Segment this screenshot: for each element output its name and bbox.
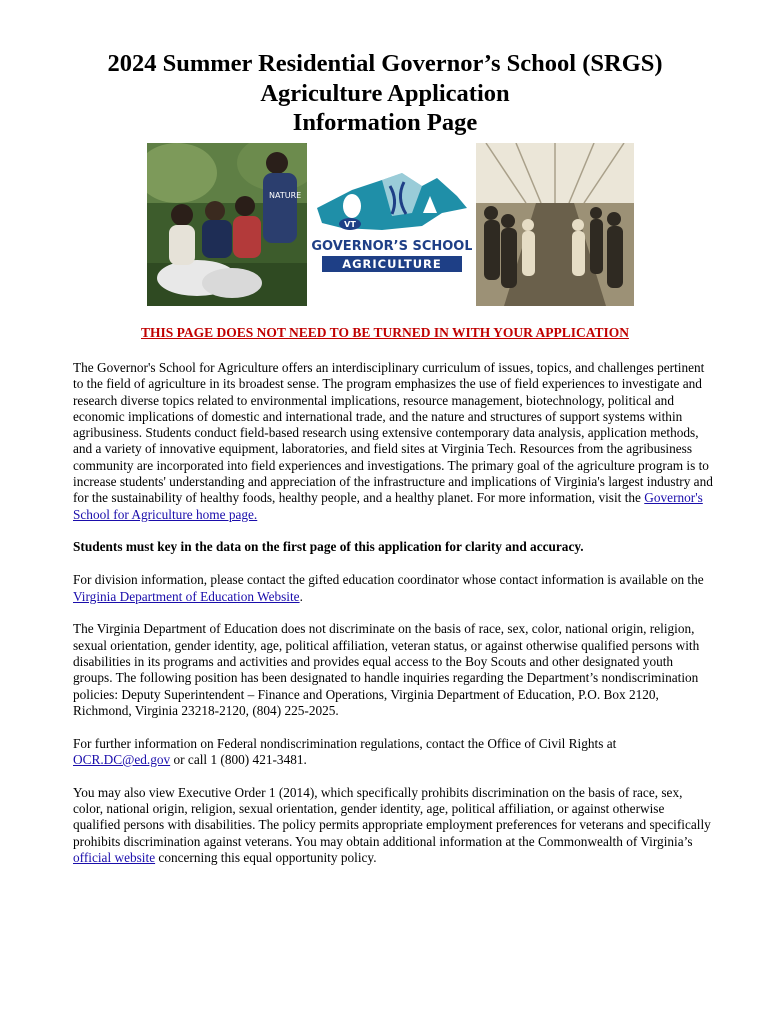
vt-governors-school-logo [312,168,472,278]
logo-text-line2: AGRICULTURE [342,257,442,271]
header-images [0,143,770,308]
ocr-email-link[interactable]: OCR.DC@ed.gov [73,751,171,767]
executive-order-info [73,785,713,866]
greenhouse-photo [476,143,634,306]
vdoe-website-link[interactable]: Virginia Department of Education Website [73,588,300,604]
division-info [73,572,713,605]
executive-order-end: concerning this equal opportunity policy. [155,849,377,865]
logo-text-line1: GOVERNOR’S SCHOOL [312,239,472,254]
governors-school-homepage-link[interactable]: Governor's School for Agriculture home page. [73,490,703,522]
notice-banner: THIS PAGE DOES NOT NEED TO BE TURNED IN WITH YOUR APPLICATION [141,325,629,340]
official-website-link[interactable]: official website [73,849,156,865]
title-line-1: 2024 Summer Residential Governor’s School (SRGS) [107,50,663,77]
logo-vt-text: VT [344,220,356,229]
svg-text:NATURE: NATURE [269,191,302,200]
executive-order-text: You may also view Executive Order 1 (2014), which specifically prohibits discrimination on the basis of race, sex, color, national origin, religion, sexual orientation, gender identity, age, political affiliation, or against otherwise qualified persons with disabilities. The policy permits appropriate employment preferences for veterans and specifically prohibits discrimination against veterans. You may obtain additional information at the Commonwealth of Virginia’s [73,784,711,849]
division-info-text: For division information, please contact the gifted education coordinator whose contact information is available on the [73,572,704,588]
civil-rights-info [73,736,713,769]
program-description-text: The Governor's School for Agriculture offers an interdisciplinary curriculum of issues, topics, and challenges pertinent to the field of agriculture in its broadest sense. The program emphasizes the use of field experiences to investigate and research diverse topics related to environmental implications, resource management, biotechnology, political and economic implications of domestic and international trade, and the nature and structures of support systems within agribusiness. Students conduct field-based research using extensive contemporary data analysis, application methods, and a variety of innovative equipment, laboratories, and field sites at Virginia Tech. Resources from the agribusiness community are incorporated into field experiences and investigations. The primary goal of the agriculture program is to increase students' understanding and appreciation of the infrastructure and implications of Virginia's largest industry and for the sustainability of healthy foods, healthy people, and a healthy planet. For more information, visit the [73,360,713,506]
division-info-end: . [299,588,303,604]
program-description [73,360,713,523]
title-line-3: Information Page [292,109,478,136]
page-title [0,49,770,138]
info-body [73,360,713,883]
data-entry-instruction: Students must key in the data on the first page of this application for clarity and accuracy. [73,539,584,555]
nondiscrimination-statement: The Virginia Department of Education does not discriminate on the basis of race, sex, color, national origin, religion, sexual orientation, gender identity, age, political affiliation, veteran status, or against otherwise qualified persons with disabilities in its programs and activities and provides equal access to the Boy Scouts and other designated youth groups. The following position has been designated to handle inquiries regarding the Department’s nondiscrimination policies: Deputy Superintendent – Finance and Operations, Virginia Department of Education, P.O. Box 2120, Richmond, Virginia 23218-2120, (804) 225-2025. [73,621,700,718]
title-line-2: Agriculture Application [260,79,510,107]
civil-rights-text: For further information on Federal nondiscrimination regulations, contact the Office of Civil Rights at [73,735,617,751]
students-field-photo [147,143,307,306]
civil-rights-end: or call 1 (800) 421-3481. [170,751,307,767]
